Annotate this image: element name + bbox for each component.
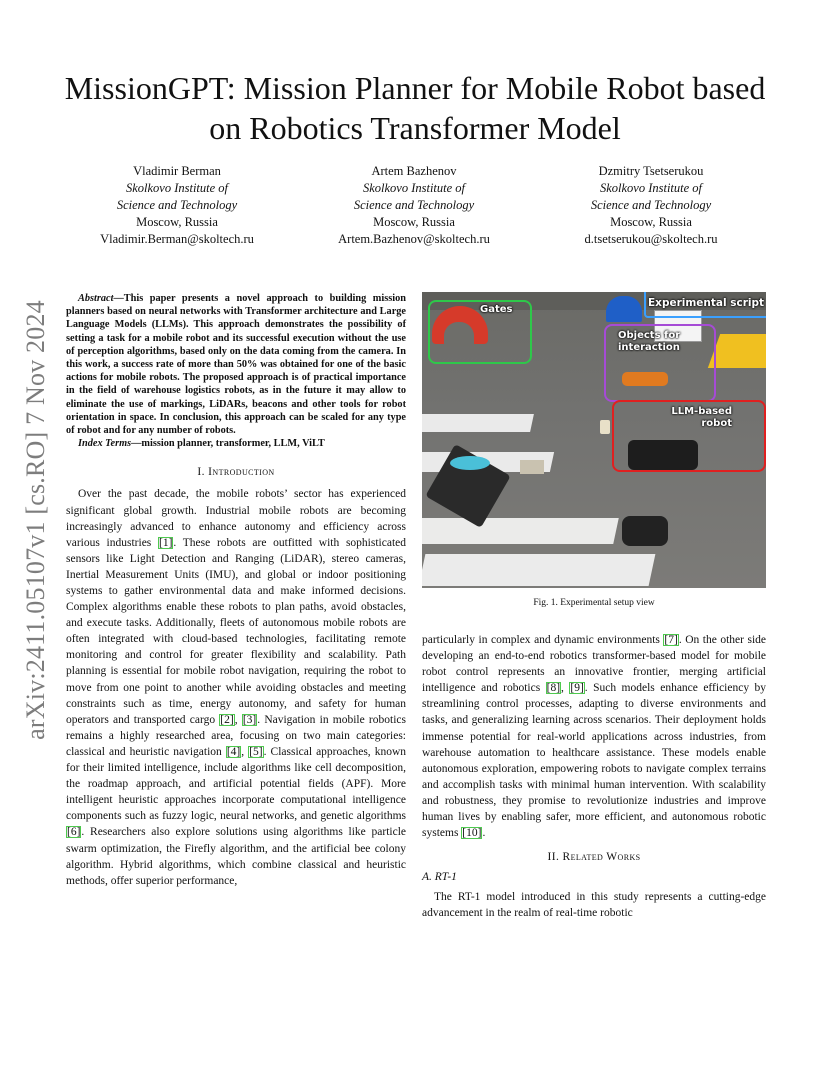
intro-text-c: . Navigation in mobile robotics remains a highly researched area, focusing on two main categories: classical and heuristic navigation [66, 713, 406, 758]
author-location: Moscow, Russia [373, 215, 455, 229]
citation-link[interactable]: [3] [242, 713, 257, 726]
right-text-d: . [482, 827, 486, 840]
abstract [66, 292, 406, 437]
experimental-setup-figure [422, 292, 766, 588]
author-location: Moscow, Russia [610, 215, 692, 229]
right-text-c: . Such models enhance efficiency by streamlining control processes, adapting to diverse environments and tasks, and generalizing learning across scenarios. Their deployment holds immense potential for real-world applications across industries, from warehouse automation to healthcare assistance. These models enable autonomous exploration, empowering robots to navigate complex terrains and accomplish tasks with minimal human intervention. With scalability and robustness, they promise to revolutionize industries and improve human lives by enabling safer, more efficient, and autonomous robotic systems [422, 682, 767, 840]
intro-text-a: Over the past decade, the mobile robots’ sector has experienced significant global growth. Industrial mobile robots are becoming increasingly advanced to enhance autonomy and efficiency across various industries [66, 488, 406, 549]
subsection-heading-rt1: A. RT-1 [422, 871, 457, 884]
citation-separator: , [234, 713, 242, 726]
author-name: Dzmitry Tsetserukou [598, 164, 704, 178]
objects-label: Objects for interaction [618, 330, 681, 353]
author-affiliation-line2: Science and Technology [590, 198, 712, 212]
section-heading-introduction: I. Introduction [197, 466, 275, 479]
index-terms [66, 437, 406, 450]
right-text-b: . On the other side developing an end-to-end robotics transformer-based model for mobile robot control represents an innovative frontier, merging artificial intelligence and robotics [422, 634, 766, 695]
floor-light-patch [422, 414, 534, 432]
small-box-object [520, 460, 544, 474]
author-affiliation-line1: Skolkovo Institute of [125, 181, 229, 195]
intro-text-b: . These robots are outfitted with sophisticated sensors like Light Detection and Ranging (LiDAR), stereo cameras, Inertial Measurement Units (IMU), and global or indoor positioning systems to gather environmental data and make informed decisions. Complex algorithms enable these robots to plan paths, avoid obstacles, and execute tasks. Additionally, fleets of autonomous mobile robots are often integrated with cloud-based technologies, facilitating remote monitoring and control for greater flexibility and scalability. Path planning is essential for mobile robot navigation, requiring the robot to move from one point to another while avoiding obstacles and meeting constraints such as time, energy autonomy, and safety for human operators and transported cargo [66, 536, 406, 726]
author-affiliation-line2: Science and Technology [116, 198, 238, 212]
author-affiliation-line1: Skolkovo Institute of [362, 181, 466, 195]
author-affiliation-line2: Science and Technology [353, 198, 475, 212]
paper-title: MissionGPT: Mission Planner for Mobile Robot based on Robotics Transformer Model [64, 70, 766, 146]
author-1 [62, 163, 292, 248]
author-block [62, 163, 766, 248]
floor-light-patch [422, 518, 619, 544]
floor-light-patch [422, 554, 655, 586]
citation-link[interactable]: [4] [226, 745, 241, 758]
arxiv-stamp-text: arXiv:2411.05107v1 [cs.RO] 7 Nov 2024 [21, 300, 50, 740]
arxiv-identifier-stamp [14, 280, 58, 760]
section-heading-related-works: II. Related Works [547, 851, 641, 864]
citation-separator: , [561, 682, 570, 695]
citation-link[interactable]: [10] [462, 827, 482, 840]
right-column [422, 292, 766, 921]
right-text-a: particularly in complex and dynamic environments [422, 634, 664, 646]
script-label: Experimental script [648, 297, 765, 309]
author-email: Artem.Bazhenov@skoltech.ru [338, 232, 490, 246]
left-column [66, 292, 406, 889]
intro-text-e: . Researchers also explore solutions using algorithms like particle swarm optimization, the Firefly algorithm, and the artificial bee colony algorithm. Hybrid algorithms, which combine classical and heuristic methods, offer superior performance, [66, 826, 406, 887]
abstract-text: —This paper presents a novel approach to building mission planners based on neural networks with Transformer architecture and Large Language Models (LLMs). This approach demonstrates the possibility of setting a task for a mobile robot and its successful execution without the use of perception algorithms, based only on the data coming from the camera. In this work, a success rate of more than 50% was obtained for one of the basic actions for mobile robots. The proposed approach is of practical importance in the field of warehouse logistics robots, as in the future it may allow to eliminate the use of markings, LiDARs, beacons and other tools for robot orientation in space. In conclusion, this approach can be scaled for any type of robot and for any number of robots. [66, 293, 406, 437]
rt1-paragraph: The RT-1 model introduced in this study represents a cutting-edge advancement in the realm of real-time robotic [422, 891, 766, 920]
citation-link[interactable]: [8] [546, 682, 561, 695]
index-terms-text: —mission planner, transformer, LLM, ViLT [131, 438, 325, 450]
figure-caption: Fig. 1. Experimental setup view [533, 598, 655, 608]
author-email: Vladimir.Berman@skoltech.ru [100, 232, 254, 246]
robot-label: LLM-based robot [671, 406, 732, 429]
citation-separator: , [241, 745, 249, 758]
author-location: Moscow, Russia [136, 215, 218, 229]
blue-gate-object [606, 296, 642, 322]
author-name: Vladimir Berman [133, 164, 221, 178]
author-3 [536, 163, 766, 248]
right-paragraph [422, 632, 766, 841]
citation-link[interactable]: [7] [664, 634, 678, 646]
abstract-label: Abstract [78, 293, 114, 304]
citation-link[interactable]: [6] [67, 826, 81, 839]
intro-text-d: . Classical approaches, known for their limited intelligence, include algorithms like cell decomposition, the roadmap approach, and artificial potential fields (APF). More intelligent heuristic approaches incorporate computational intelligence components such as fuzzy logic, neural networks, and genetic algorithms [66, 745, 407, 823]
yellow-mat-object [708, 334, 766, 368]
quadcopter-top-disk [450, 456, 490, 470]
gates-label: Gates [480, 304, 513, 315]
index-terms-label: Index Terms [78, 438, 132, 450]
citation-link[interactable]: [5] [249, 745, 263, 758]
intro-paragraph [66, 486, 406, 888]
cup-object [600, 420, 610, 434]
author-email: d.tsetserukou@skoltech.ru [584, 232, 718, 246]
citation-link[interactable]: [1] [158, 536, 173, 549]
author-name: Artem Bazhenov [371, 164, 457, 178]
author-2 [299, 163, 529, 248]
second-robot-object [622, 516, 668, 546]
author-affiliation-line1: Skolkovo Institute of [599, 181, 703, 195]
citation-link[interactable]: [2] [220, 713, 234, 726]
citation-link[interactable]: [9] [570, 682, 584, 695]
